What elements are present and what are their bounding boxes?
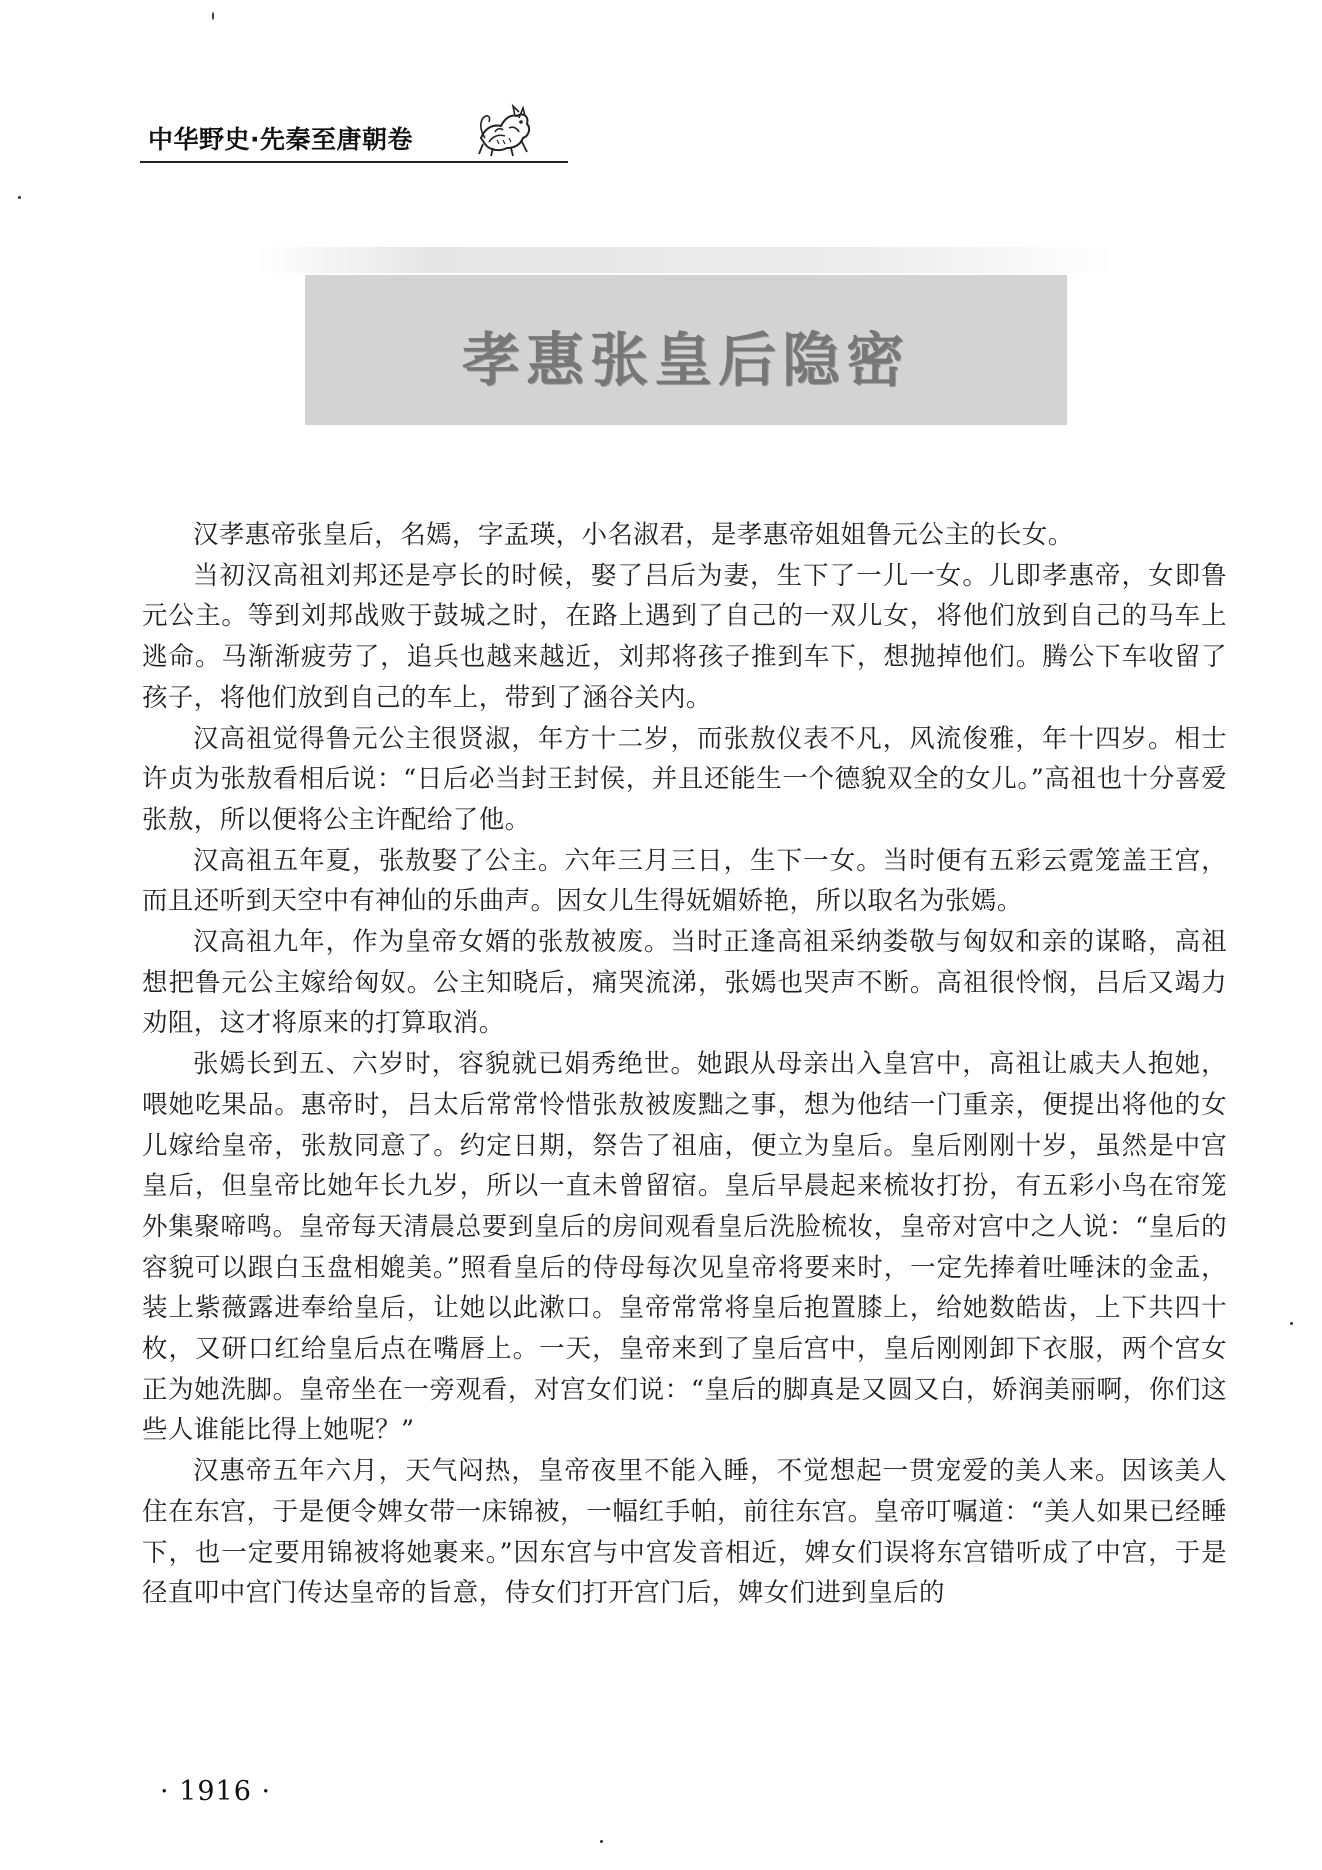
tiger-emblem-icon <box>475 98 533 158</box>
article-title: 孝惠张皇后隐密 <box>461 326 910 394</box>
title-banner <box>305 275 1067 425</box>
paragraph: 张嫣长到五、六岁时，容貌就已娟秀绝世。她跟从母亲出入皇宫中，高祖让戚夫人抱她，喂她吃果品。惠帝时，吕太后常常怜惜张敖被废黜之事，想为他结一门重亲，便提出将他的女儿嫁给皇帝，张敖同意了。约定日期，祭告了祖庙，便立为皇后。皇后刚刚十岁，虽然是中宫皇后，但皇帝比她年长九岁，所以一直未曾留宿。皇后早晨起来梳妆打扮，有五彩小鸟在帘笼外集聚啼鸣。皇帝每天清晨总要到皇后的房间观看皇后洗脸梳妆，皇帝对宫中之人说：“皇后的容貌可以跟白玉盘相媲美。”照看皇后的侍母每次见皇帝将要来时，一定先捧着吐唾沫的金盂，装上紫薇露进奉给皇后，让她以此漱口。皇帝常常将皇后抱置膝上，给她数皓齿，上下共四十枚，又研口红给皇后点在嘴唇上。一天，皇帝来到了皇后宫中，皇后刚刚卸下衣服，两个宫女正为她洗脚。皇帝坐在一旁观看，对宫女们说：“皇后的脚真是又圆又白，娇润美丽啊，你们这些人谁能比得上她呢？” <box>142 1049 1227 1446</box>
paragraph: 汉高祖觉得鲁元公主很贤淑，年方十二岁，而张敖仪表不凡，风流俊雅，年十四岁。相士许贞为张敖看相后说：“日后必当封王封侯，并且还能生一个德貌双全的女儿。”高祖也十分喜爱张敖，所以便将公主许配给了他。 <box>142 723 1227 835</box>
paragraph: 汉惠帝五年六月，天气闷热，皇帝夜里不能入睡，不觉想起一贯宠爱的美人来。因该美人住在东宫，于是便令婢女带一床锦被，一幅红手帕，前往东宫。皇帝叮嘱道：“美人如果已经睡下，也一定要用锦被将她裹来。”因东宫与中宫发音相近，婢女们误将东宫错听成了中宫，于是径直叩中宫门传达皇帝的旨意，侍女们打开宫门后，婢女们进到皇后的 <box>142 1456 1227 1609</box>
paragraph: 汉高祖九年，作为皇帝女婿的张敖被废。当时正逢高祖采纳娄敬与匈奴和亲的谋略，高祖想把鲁元公主嫁给匈奴。公主知晓后，痛哭流涕，张嫣也哭声不断。高祖很怜悯，吕后又竭力劝阻，这才将原来的打算取消。 <box>142 927 1227 1039</box>
header-rule <box>140 161 568 163</box>
article-body <box>142 515 1227 1614</box>
paragraph: 汉孝惠帝张皇后，名嫣，字孟瑛，小名淑君，是孝惠帝姐姐鲁元公主的长女。 <box>193 520 1074 550</box>
paragraph: 当初汉高祖刘邦还是亭长的时候，娶了吕后为妻，生下了一儿一女。儿即孝惠帝，女即鲁元公主。等到刘邦战败于鼓城之时，在路上遇到了自己的一双儿女，将他们放到自己的马车上逃命。马渐渐疲劳了，追兵也越来越近，刘邦将孩子推到车下，想抛掉他们。腾公下车收留了孩子，将他们放到自己的车上，带到了涵谷关内。 <box>142 560 1227 713</box>
running-title: 中华野史·先秦至唐朝卷 <box>148 125 413 154</box>
running-header <box>140 98 570 166</box>
scan-bleed-through <box>255 247 1115 273</box>
page-number: · 1916 · <box>160 1776 272 1807</box>
paragraph: 汉高祖五年夏，张敖娶了公主。六年三月三日，生下一女。当时便有五彩云霓笼盖王宫，而且还听到天空中有神仙的乐曲声。因女儿生得妩媚娇艳，所以取名为张嫣。 <box>142 845 1227 917</box>
